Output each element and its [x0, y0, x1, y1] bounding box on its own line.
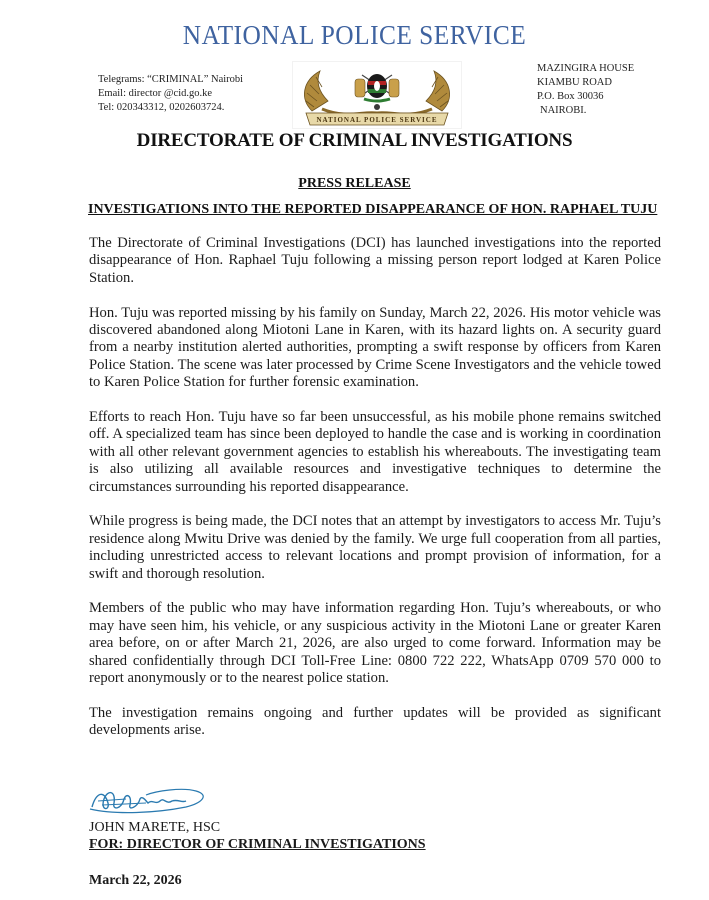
- crest-banner-text: NATIONAL POLICE SERVICE: [316, 116, 438, 124]
- paragraph: Members of the public who may have information regarding Hon. Tuju’s whereabouts, or who may have seen him, his vehicle, or any suspicious activity in the Miotoni Lane or greater Karen area before, on or after March 21, 2026, are also urged to come forward. Information may be shared confidentially through DCI Toll-Free Line: 0800 722 222, WhatsApp 0709 570 000 to report anonymously or to the nearest police station.: [89, 600, 661, 687]
- paragraph: Hon. Tuju was reported missing by his family on Sunday, March 22, 2026. His motor vehicle was discovered abandoned along Miotoni Lane in Karen, with its hazard lights on. A security guard from a nearby institution alerted authorities, prompting a swift response by officers from Karen Police Station. The scene was later processed by Crime Scene Investigators and the vehicle towed to Karen Police Station for further forensic examination.: [89, 304, 661, 391]
- handwritten-signature-icon: [86, 785, 216, 817]
- telegrams-line: Telegrams: “CRIMINAL” Nairobi: [98, 74, 244, 85]
- paragraph: Efforts to reach Hon. Tuju have so far been unsuccessful, as his mobile phone remains switched off. A specialized team has since been deployed to handle the case and is working in coordination with all other relevant government agencies to establish his whereabouts. The investigating team is also utilizing all available resources and investigative techniques to determine the circumstances surrounding his reported disappearance.: [89, 409, 661, 495]
- headline: INVESTIGATIONS INTO THE REPORTED DISAPPEARANCE OF HON. RAPHAEL TUJU: [88, 202, 658, 217]
- email-line: Email: director @cid.go.ke: [98, 88, 213, 99]
- address-line: KIAMBU ROAD: [537, 77, 612, 88]
- address-line: NAIROBI.: [540, 105, 587, 116]
- national-police-service-crest-icon: [292, 61, 462, 129]
- paragraph: The investigation remains ongoing and further updates will be provided as significant developments arise.: [89, 704, 661, 739]
- paragraph: While progress is being made, the DCI notes that an attempt by investigators to access Mr. Tuju’s residence along Mwitu Drive was denied by the family. We urge full cooperation from all parties, including unrestricted access to relevant locations and prompt provision of information, for a swift and thorough resolution.: [89, 513, 661, 582]
- paragraph: The Directorate of Criminal Investigations (DCI) has launched investigations into the reported disappearance of Hon. Raphael Tuju following a missing person report lodged at Karen Police Station.: [89, 235, 661, 286]
- address-line: MAZINGIRA HOUSE: [537, 63, 635, 74]
- press-release-label: PRESS RELEASE: [298, 176, 411, 191]
- address-line: P.O. Box 30036: [537, 91, 604, 102]
- press-release-body: [89, 235, 661, 757]
- agency-title: NATIONAL POLICE SERVICE: [182, 20, 527, 50]
- signatory-role: FOR: DIRECTOR OF CRIMINAL INVESTIGATIONS: [89, 837, 426, 852]
- postal-address: [537, 62, 634, 118]
- release-date: March 22, 2026: [89, 873, 182, 888]
- telephone-line: Tel: 020343312, 0202603724.: [98, 102, 225, 113]
- department-title: DIRECTORATE OF CRIMINAL INVESTIGATIONS: [136, 130, 573, 151]
- signatory-name: JOHN MARETE, HSC: [89, 820, 221, 835]
- contact-details: [98, 73, 243, 115]
